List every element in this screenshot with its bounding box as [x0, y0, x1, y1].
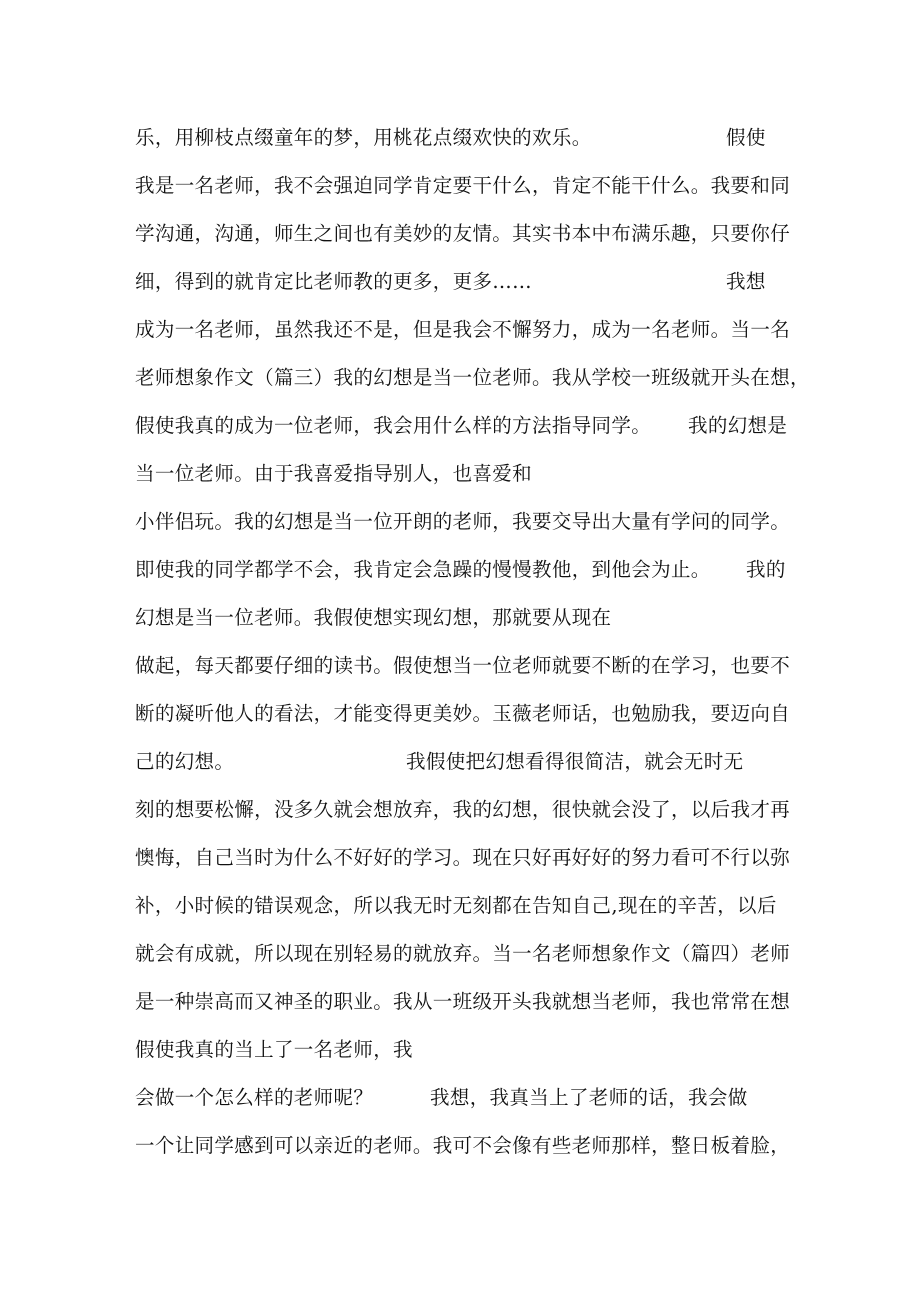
- text-line: 幻想是当一位老师。我假使想实现幻想，那就要从现在: [135, 606, 612, 629]
- text-line: 补，小时候的错误观念，所以我无时无刻都在告知自己,现在的辛苦，以后: [135, 894, 777, 917]
- text-line: 老师想象作文（篇三）我的幻想是当一位老师。我从学校一班级就开头在想，: [135, 366, 810, 389]
- text-segment: 我想，我真当上了老师的话，我会做: [430, 1086, 748, 1109]
- text-line: 一个让同学感到可以亲近的老师。我可不会像有些老师那样，整日板着脸，: [135, 1134, 791, 1157]
- text-line: 断的凝听他人的看法，才能变得更美妙。玉薇老师话，也勉励我，要迈向自: [135, 702, 791, 725]
- text-line: 即使我的同学都学不会，我肯定会急躁的慢慢教他，到他会为止。: [135, 558, 711, 581]
- text-line: 成为一名老师，虽然我还不是，但是我会不懈努力，成为一名老师。当一名: [135, 318, 791, 341]
- text-line: 刻的想要松懈，没多久就会想放弃，我的幻想，很快就会没了，以后我才再: [135, 798, 791, 821]
- text-line: 细，得到的就肯定比老师教的更多，更多……: [135, 270, 533, 293]
- text-line: 会做一个怎么样的老师呢？: [135, 1086, 374, 1109]
- text-segment: 我想: [726, 270, 766, 293]
- text-segment: 我的: [746, 558, 786, 581]
- text-segment: 假使: [726, 126, 766, 149]
- text-line: 我是一名老师，我不会强迫同学肯定要干什么，肯定不能干什么。我要和同: [135, 174, 791, 197]
- text-line: 小伴侣玩。我的幻想是当一位开朗的老师，我要交导出大量有学问的同学。: [135, 510, 791, 533]
- text-line: 学沟通，沟通，师生之间也有美妙的友情。其实书本中布满乐趣，只要你仔: [135, 222, 791, 245]
- text-line: 假使我真的成为一位老师，我会用什么样的方法指导同学。: [135, 414, 652, 437]
- text-line: 当一位老师。由于我喜爱指导别人，也喜爱和: [135, 462, 533, 485]
- text-line: 己的幻想。: [135, 750, 235, 773]
- text-line: 懊悔，自己当时为什么不好好的学习。现在只好再好好的努力看可不行以弥: [135, 846, 791, 869]
- text-line: 是一种崇高而又神圣的职业。我从一班级开头我就想当老师，我也常常在想: [135, 990, 791, 1013]
- text-line: 乐，用柳枝点缀童年的梦，用桃花点缀欢快的欢乐。: [135, 126, 592, 149]
- text-line: 就会有成就，所以现在别轻易的就放弃。当一名老师想象作文（篇四）老师: [135, 942, 791, 965]
- text-segment: 我假使把幻想看得很简洁，就会无时无: [406, 750, 744, 773]
- text-line: 做起，每天都要仔细的读书。假使想当一位老师就要不断的在学习，也要不: [135, 654, 791, 677]
- text-line: 假使我真的当上了一名老师，我: [135, 1038, 413, 1061]
- text-segment: 我的幻想是: [688, 414, 788, 437]
